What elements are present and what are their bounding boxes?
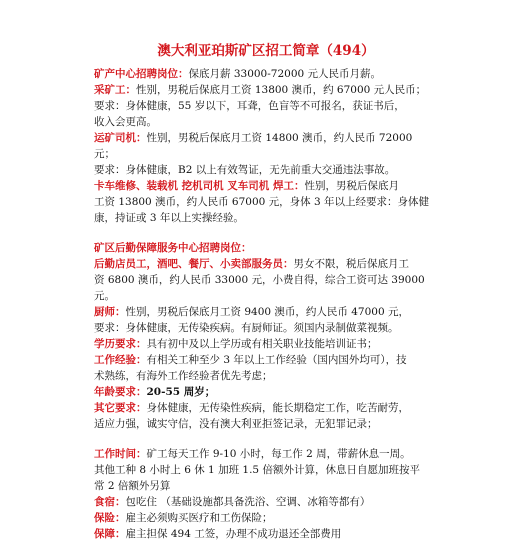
req-experience (94, 352, 438, 368)
job-line: 要求：身体健康，无传染疾病。有厨师证。须国内录制做菜视频。 (94, 322, 399, 334)
service-header: 矿区后勤保障服务中心招聘岗位： (94, 242, 252, 254)
req-text: 身体健康，无传染性疾病，能长期稳定工作，吃苦耐劳， (146, 402, 409, 414)
req-label: 学历要求： (94, 338, 147, 350)
intro-text: 保底月薪 33000-72000 元人民币月薪。 (188, 68, 382, 80)
job-label: 后勤店员工，酒吧、餐厅、小卖部服务员： (94, 258, 294, 270)
document-title: 澳大利亚珀斯矿区招工简章（494） (157, 43, 375, 59)
job-line: 元； (94, 148, 115, 160)
job-label: 采矿工： (94, 84, 136, 96)
job-line: 性别，男税后保底月工资 13800 澳币，约 67000 元人民币； (136, 84, 427, 96)
job-line: 收入会更高。 (94, 116, 157, 128)
benefit-insurance (94, 510, 438, 526)
work-time-line: 矿工每天工作 9-10 小时，每工作 2 周，带薪休息一周。 (146, 448, 411, 460)
benefit-guarantee (94, 526, 438, 542)
benefit-label: 食宿： (94, 496, 126, 508)
intro-label: 矿产中心招聘岗位： (94, 68, 189, 80)
benefit-label: 保障： (94, 528, 126, 540)
job-line: 要求：身体健康，B2 以上有效驾证，无先前重大交通违法事故。 (94, 164, 396, 176)
job-line: 资 6800 澳币，约人民币 33000 元，小费自得，综合工资可达 39000 (94, 274, 425, 286)
benefit-food-lodging (94, 494, 438, 510)
req-education (94, 336, 438, 352)
recruitment-document (94, 42, 438, 542)
job-maintenance (94, 178, 438, 194)
job-line: 康，持证或 3 年以上实操经验。 (94, 212, 244, 224)
req-text: 有相关工种至少 3 年以上工作经验（国内国外均可），技 (146, 354, 407, 366)
req-text: 术熟练，有海外工作经验者优先考虑； (94, 370, 273, 382)
req-text: 适应力强，诚实守信，没有澳大利亚拒签记录，无犯罪记录； (94, 418, 378, 430)
req-label: 其它要求： (94, 402, 147, 414)
benefit-text: 包吃住 （基础设施都具备洗浴、空调、冰箱等都有） (125, 496, 371, 508)
section-gap (94, 432, 438, 446)
benefit-text: 雇主担保 494 工签，办理不成功退还全部费用 (125, 528, 342, 540)
work-time-line: 常 2 倍额外另算 (94, 480, 171, 492)
job-line: 男女不限，税后保底月工 (293, 258, 409, 270)
intro-line (94, 66, 438, 82)
job-line: 性别，男税后保底月 (304, 180, 399, 192)
job-service-staff (94, 256, 438, 272)
benefit-label: 保险： (94, 512, 126, 524)
job-haul-driver (94, 130, 438, 146)
job-line: 元。 (94, 290, 115, 302)
req-label: 工作经验： (94, 354, 147, 366)
job-line: 性别，男税后保底月工资 14800 澳币，约人民币 72000 (146, 132, 413, 144)
section-gap (94, 226, 438, 240)
job-label: 厨师： (94, 306, 126, 318)
req-text: 20-55 周岁； (146, 386, 216, 398)
work-time-line: 其他工种 8 小时上 6 休 1 加班 1.5 倍额外计算，休息日自愿加班按平 (94, 464, 420, 476)
req-text: 具有初中及以上学历或有相关职业技能培训证书； (146, 338, 378, 350)
job-line: 要求：身体健康，55 岁以下，耳聋，色盲等不可报名，获证书后， (94, 100, 405, 112)
benefit-text: 雇主必须购买医疗和工伤保险； (125, 512, 273, 524)
req-age (94, 384, 438, 400)
req-label: 年龄要求： (94, 386, 147, 398)
job-line: 性别，男税后保底月工资 9400 澳币，约人民币 47000 元， (125, 306, 409, 318)
job-line: 工资 13800 澳币，约人民币 67000 元，身体 3 年以上经要求：身体健 (94, 196, 430, 208)
work-time-label: 工作时间： (94, 448, 147, 460)
work-time (94, 446, 438, 462)
job-miner (94, 82, 438, 98)
job-label: 卡车维修、装载机 挖机司机 叉车司机 焊工： (94, 180, 305, 192)
req-other (94, 400, 438, 416)
job-chef (94, 304, 438, 320)
job-label: 运矿司机： (94, 132, 147, 144)
